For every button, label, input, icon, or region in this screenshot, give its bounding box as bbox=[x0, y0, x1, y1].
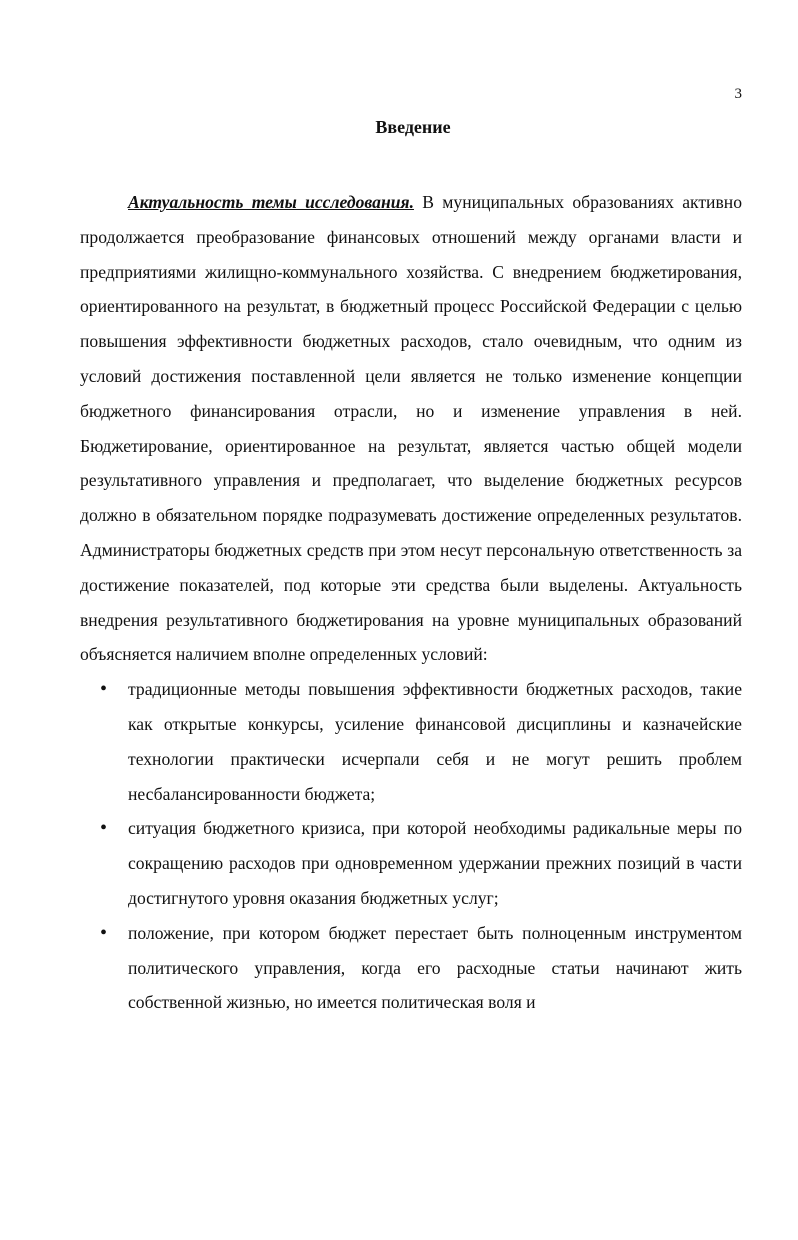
document-body bbox=[80, 185, 742, 1020]
intro-text: В муниципальных образованиях активно продолжается преобразование финансовых отношений между органами власти и предприятиями жилищно-коммунального хозяйства. С внедрением бюджетирования, ориентированного на результат, в бюджетный процесс Российской Федерации с целью повышения эффективности бюджетных расходов, стало очевидным, что одним из условий достижения поставленной цели является не только изменение концепции бюджетного финансирования отрасли, но и изменение управления в ней. Бюджетирование, ориентированное на результат, является частью общей модели результативного управления и предполагает, что выделение бюджетных ресурсов должно в обязательном порядке подразумевать достижение определенных результатов. Администраторы бюджетных средств при этом несут персональную ответственность за достижение показателей, под которые эти средства были выделены. Актуальность внедрения результативного бюджетирования на уровне муниципальных образований объясняется наличием вполне определенных условий: bbox=[80, 192, 742, 665]
bullet-icon: • bbox=[100, 678, 108, 701]
list-item bbox=[80, 672, 742, 811]
list-item-text: ситуация бюджетного кризиса, при которой необходимы радикальные меры по сокращению расходов при одновременном удержании прежних позиций в части достигнутого уровня оказания бюджетных услуг; bbox=[128, 818, 742, 908]
list-item-text: традиционные методы повышения эффективности бюджетных расходов, такие как открытые конкурсы, усиление финансовой дисциплины и казначейские технологии практически исчерпали себя и не могут решить проблем несбалансированности бюджета; bbox=[128, 679, 742, 804]
intro-paragraph bbox=[80, 185, 742, 672]
bullet-icon: • bbox=[100, 817, 108, 840]
page-title: Введение bbox=[375, 117, 451, 137]
list-item-text: положение, при котором бюджет перестает быть полноценным инструментом политического управления, когда его расходные статьи начинают жить собственной жизнью, но имеется политическая воля и bbox=[128, 922, 742, 1013]
bullet-icon: • bbox=[100, 921, 108, 944]
page-number: 3 bbox=[734, 86, 742, 102]
list-item bbox=[80, 916, 742, 1020]
conditions-list bbox=[80, 672, 742, 1020]
intro-lead: Актуальность темы исследования. bbox=[128, 192, 414, 212]
list-item bbox=[80, 811, 742, 915]
